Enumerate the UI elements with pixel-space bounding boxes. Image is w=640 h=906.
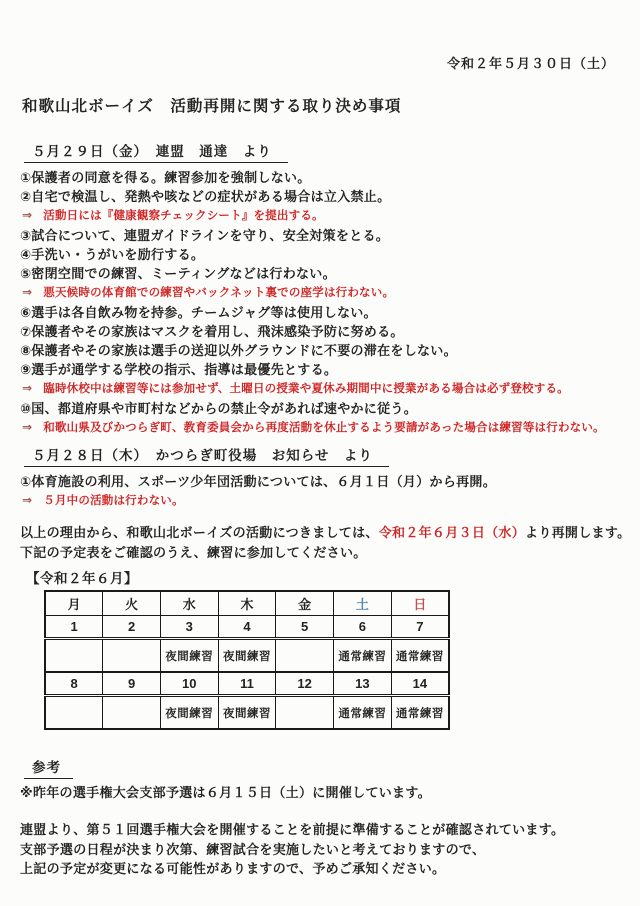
list-item: ⑧保護者やその家族は選手の送迎以外グラウンドに不要の滞在をしない。 [20,343,457,358]
section2-list [20,472,615,511]
arrow-icon: ⇒ [22,493,33,507]
resume-date-highlight: 令和２年６月３日（水） [378,525,526,540]
section1-list [20,168,615,438]
resume-announcement [20,523,631,563]
closing-line: 支部予選の日程が決まり次第、練習試合を実施したいと考えておりますので、 [20,841,486,857]
calendar-day-header-saturday: 土 [334,591,392,616]
calendar-practice-cell [45,639,103,673]
calendar-date-cell: 10 [160,672,218,696]
page-title: 和歌山北ボーイズ 活動再開に関する取り決め事項 [22,98,402,115]
calendar-practice-cell [103,696,161,730]
calendar-practice-cell [45,696,103,730]
closing-line: 上記の予定が変更になる可能性がありますので、予めご承知ください。 [20,861,446,876]
resume-line1 [20,523,631,543]
calendar-date-cell: 3 [160,616,218,639]
calendar-date-cell: 1 [45,616,103,639]
calendar-date-cell: 14 [391,672,449,696]
reference-heading: 参考 [24,756,73,779]
calendar-header-row [45,591,449,616]
calendar-date-cell: 8 [45,672,103,696]
arrow-note [20,491,615,511]
calendar-date-row [45,616,449,639]
calendar-date-cell: 6 [334,616,392,639]
list-item: ④手洗い・うがいを励行する。 [20,247,205,262]
section2-heading-wrap [24,447,615,467]
calendar-date-cell: 13 [334,672,392,696]
arrow-icon: ⇒ [22,381,33,395]
arrow-note-text: ５月中の活動は行わない。 [43,495,184,507]
calendar-practice-cell: 通常練習 [334,639,392,673]
arrow-note [20,379,615,399]
list-item: ②自宅で検温し、発熱や咳などの症状がある場合は立入禁止。 [20,189,391,204]
arrow-note-text: 和歌山県及びかつらぎ町、教育委員会から再度活動を休止するよう要請があった場合は練習等は行わない。 [43,422,605,434]
calendar-practice-cell [103,639,161,673]
calendar-day-header: 月 [45,591,103,616]
calendar-practice-row [45,696,449,730]
section1-heading-wrap [24,143,615,163]
calendar-practice-cell: 通常練習 [391,696,449,730]
calendar-date-cell: 9 [103,672,161,696]
june-schedule-table [44,590,450,730]
calendar-day-header: 火 [103,591,161,616]
list-item: ③試合について、連盟ガイドラインを守り、安全対策をとる。 [20,228,390,243]
arrow-icon: ⇒ [22,420,33,434]
list-item: ⑩国、都道府県や市町村などからの禁止令があれば速やかに従う。 [20,401,418,416]
reference-note: ※昨年の選手権大会支部予選は６月１５日（土）に開催しています。 [20,785,431,800]
calendar-date-cell: 5 [276,616,334,639]
calendar-practice-cell: 通常練習 [334,696,392,730]
document-date: 令和２年５月３０日（土） [446,56,615,71]
resume-line1-pre: 以上の理由から、和歌山北ボーイズの活動につきましては、 [20,525,379,540]
arrow-note [20,283,615,303]
arrow-note [20,418,615,438]
list-item: ⑤密閉空間での練習、ミーティングなどは行わない。 [20,266,336,281]
calendar-practice-cell: 夜間練習 [218,696,276,730]
list-item: ①保護者の同意を得る。練習参加を強制しない。 [20,170,311,185]
calendar-date-cell: 12 [276,672,334,696]
calendar-practice-cell: 通常練習 [391,639,449,673]
calendar-day-header-sunday: 日 [391,591,449,616]
calendar-practice-cell [276,696,334,730]
arrow-note-text: 活動日には『健康観察チェックシート』を提出する。 [43,210,324,222]
arrow-note-text: 悪天候時の体育館での練習やバックネット裏での座学は行わない。 [43,287,395,299]
list-item: ⑨選手が通学する学校の指示、指導は最優先とする。 [20,362,338,377]
calendar-date-cell: 7 [391,616,449,639]
reference-heading-wrap [24,756,615,779]
calendar-practice-cell: 夜間練習 [160,696,218,730]
arrow-icon: ⇒ [22,285,33,299]
resume-line1-post: より再開します。 [525,525,631,540]
arrow-icon: ⇒ [22,208,33,222]
arrow-note-text: 臨時休校中は練習等には参加せず、土曜日の授業や夏休み期間中に授業がある場合は必ず登校する。 [43,383,569,395]
list-item: ⑥選手は各自飲み物を持参。チームジャグ等は使用しない。 [20,305,377,320]
calendar-day-header: 水 [160,591,218,616]
calendar-practice-cell [276,639,334,673]
calendar-practice-cell: 夜間練習 [160,639,218,673]
section1-heading: ５月２９日（金） 連盟 通達 より [24,144,288,163]
calendar-caption: 【令和２年６月】 [26,571,138,586]
calendar-practice-cell: 夜間練習 [218,639,276,673]
calendar-date-row [45,672,449,696]
closing-line: 連盟より、第５１回選手権大会を開催することを前提に準備することが確認されています。 [20,822,565,837]
calendar-date-cell: 11 [218,672,276,696]
calendar-practice-row [45,639,449,673]
section2-heading: ５月２８日（木） かつらぎ町役場 お知らせ より [24,448,389,467]
calendar-date-cell: 2 [103,616,161,639]
arrow-note [20,206,615,226]
closing-paragraph [20,820,615,879]
calendar-day-header: 木 [218,591,276,616]
resume-line2: 下記の予定表をご確認のうえ、練習に参加してください。 [20,545,367,560]
calendar-day-header: 金 [276,591,334,616]
list-item: ⑦保護者やその家族はマスクを着用し、飛沫感染予防に努める。 [20,324,404,339]
list-item: ①体育施設の利用、スポーツ少年団活動については、６月１日（月）から再開。 [20,474,497,489]
calendar-date-cell: 4 [218,616,276,639]
